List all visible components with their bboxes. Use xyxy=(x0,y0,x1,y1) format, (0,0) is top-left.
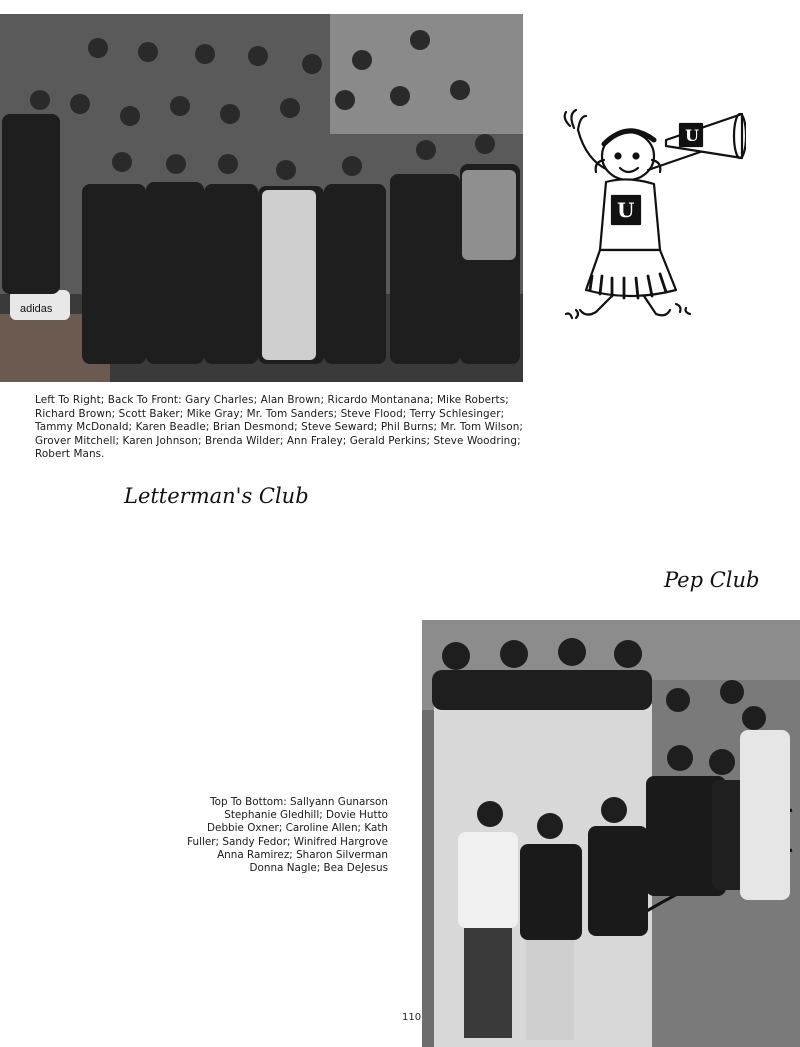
page-number: 110 xyxy=(402,1012,422,1023)
sweater-letter: U xyxy=(617,198,635,222)
pep-caption-line: Top To Bottom: Sallyann Gunarson xyxy=(210,796,388,808)
pep-club-photo xyxy=(422,620,800,1047)
pep-club-caption xyxy=(160,796,388,876)
pep-caption-line: Fuller; Sandy Fedor; Winifred Hargrove xyxy=(187,835,388,848)
cheerleader-mascot-illustration xyxy=(556,100,746,335)
letterman-club-photo xyxy=(0,14,523,382)
pep-caption-line: Stephanie Gledhill; Dovie Hutto xyxy=(224,809,388,822)
pep-caption-line: Debbie Oxner; Caroline Allen; Kath xyxy=(207,822,388,835)
pep-club-title: Pep Club xyxy=(664,568,760,592)
bag-label: adidas xyxy=(20,303,53,315)
pep-caption-line: Anna Ramirez; Sharon Silverman xyxy=(217,848,388,861)
letterman-club-caption: Left To Right; Back To Front: Gary Charles; Alan Brown; Ricardo Montanana; Mike Roberts; Richard Brown; Scott Baker; Mike Gray; Mr. Tom Sanders; Steve Flood; Terry Schlesinger; Tammy McDonald; Karen Beadle; Brian Desmond; Steve Seward; Phil Burns; Mr. Tom Wilson; Grover Mitchell; Karen Johnson; Brenda Wilder; Ann Fraley; Gerald Perkins; Steve Woodring; Robert Mans. xyxy=(35,394,523,461)
pep-caption-line: Donna Nagle; Bea DeJesus xyxy=(249,862,388,875)
letterman-club-title: Letterman's Club xyxy=(124,484,309,508)
megaphone-letter: U xyxy=(685,126,699,145)
